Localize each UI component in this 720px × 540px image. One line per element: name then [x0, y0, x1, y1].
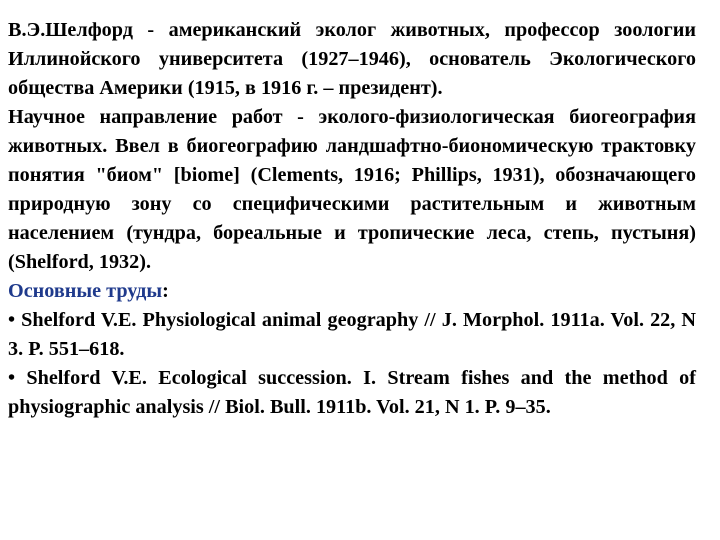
works-heading: Основные труды [8, 280, 163, 302]
research-paragraph: Научное направление работ - эколого-физиологическая биогеография животных. Ввел в биогеографию ландшафтно-биономическую трактовку понятия "биом" [biome] (Clements, 1916; Phillips, 1931), обозначающего природную зону со специфическими растительным и животным населением (тундра, бореальные и тропические леса, степь, пустыня) (Shelford, 1932). [8, 106, 696, 273]
works-heading-line [8, 277, 696, 306]
reference-item: • Shelford V.E. Physiological animal geography // J. Morphol. 1911a. Vol. 22, N 3. P. 551–618. [8, 309, 696, 360]
slide-content [8, 16, 696, 422]
reference-item: • Shelford V.E. Ecological succession. I. Stream fishes and the method of physiographic analysis // Biol. Bull. 1911b. Vol. 21, N 1. P. 9–35. [8, 367, 696, 418]
works-heading-colon: : [162, 280, 169, 302]
intro-paragraph: В.Э.Шелфорд - американский эколог животных, профессор зоологии Иллинойского университета (1927–1946), основатель Экологического общества Америки (1915, в 1916 г. – президент). [8, 19, 696, 99]
